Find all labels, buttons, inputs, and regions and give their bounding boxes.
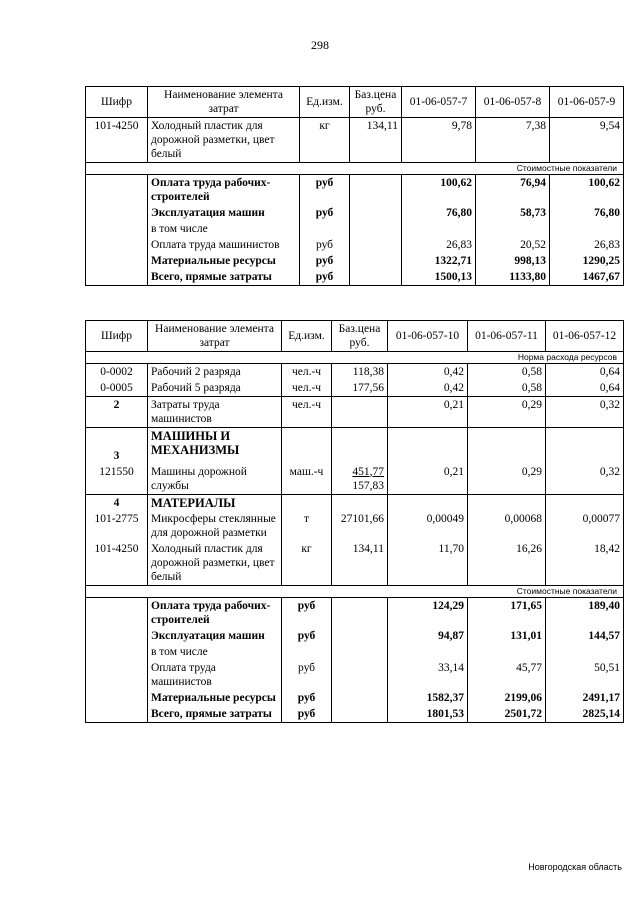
cost-row — [86, 660, 624, 690]
cost-row — [86, 237, 624, 253]
cost-value-2: 2199,06 — [468, 690, 546, 706]
row-value-3: 9,54 — [550, 118, 624, 163]
row-unit: т — [282, 511, 332, 541]
cost-value-1: 100,62 — [402, 175, 476, 206]
cost-value-3: 76,80 — [550, 205, 624, 221]
region-footer: Новгородская область — [528, 862, 622, 872]
table-row — [86, 364, 624, 381]
cost-unit: руб — [282, 706, 332, 723]
row-name: Холодный пластик для дорожной разметки, цвет белый — [148, 118, 300, 163]
cost-value-3: 189,40 — [546, 597, 624, 628]
cost-row — [86, 221, 624, 237]
row-value-1: 0,21 — [388, 464, 468, 495]
row-value-1: 0,00049 — [388, 511, 468, 541]
row-value-3: 18,42 — [546, 541, 624, 586]
cost-name: Материальные ресурсы — [148, 253, 300, 269]
cost-value-3: 2825,14 — [546, 706, 624, 723]
header-col-3: 01-06-057-12 — [546, 321, 624, 352]
cost-value-1: 124,29 — [388, 597, 468, 628]
section-row — [86, 428, 624, 464]
cost-value-3: 144,57 — [546, 628, 624, 644]
section-note — [86, 585, 624, 597]
resource-table-2 — [85, 320, 624, 723]
cost-name: Оплата труда машинистов — [148, 660, 282, 690]
row-price: 134,11 — [332, 541, 388, 586]
section-title: МАШИНЫ И МЕХАНИЗМЫ — [148, 428, 282, 464]
cost-value-2: 45,77 — [468, 660, 546, 690]
row-price: 177,56 — [332, 380, 388, 397]
row-unit: кг — [282, 541, 332, 586]
cost-row — [86, 597, 624, 628]
header-col-1: 01-06-057-7 — [402, 87, 476, 118]
row-name: Холодный пластик для дорожной разметки, цвет белый — [148, 541, 282, 586]
row-value-2: 0,00068 — [468, 511, 546, 541]
cost-row — [86, 205, 624, 221]
cost-unit: руб — [282, 660, 332, 690]
row-value-2: 7,38 — [476, 118, 550, 163]
row-code: 101-4250 — [86, 541, 148, 586]
price-sub: 157,83 — [352, 479, 384, 492]
note-cost-indicators: Стоимостные показатели — [86, 163, 624, 175]
cost-name: в том числе — [148, 644, 282, 660]
header-unit: Ед.изм. — [300, 87, 350, 118]
cost-value-1: 1582,37 — [388, 690, 468, 706]
cost-name: Всего, прямые затраты — [148, 269, 300, 286]
cost-value-3: 50,51 — [546, 660, 624, 690]
cost-name: в том числе — [148, 221, 300, 237]
section-value-2: 0,29 — [468, 397, 546, 428]
cost-name: Оплата труда машинистов — [148, 237, 300, 253]
header-price: Баз.цена руб. — [350, 87, 402, 118]
cost-name: Оплата труда рабочих-строителей — [148, 597, 282, 628]
row-value-1: 0,42 — [388, 380, 468, 397]
cost-row — [86, 253, 624, 269]
row-unit: чел.-ч — [282, 380, 332, 397]
row-unit: чел.-ч — [282, 364, 332, 381]
table-header — [86, 321, 624, 352]
header-code: Шифр — [86, 87, 148, 118]
table-header — [86, 87, 624, 118]
row-value-2: 0,29 — [468, 464, 546, 495]
row-code: 101-2775 — [86, 511, 148, 541]
section-note — [86, 352, 624, 364]
cost-unit: руб — [282, 597, 332, 628]
row-value-3: 0,64 — [546, 380, 624, 397]
table-row — [86, 511, 624, 541]
cost-value-3: 2491,17 — [546, 690, 624, 706]
cost-row — [86, 269, 624, 286]
cost-value-2: 2501,72 — [468, 706, 546, 723]
row-value-1: 0,42 — [388, 364, 468, 381]
cost-row — [86, 175, 624, 206]
cost-row — [86, 690, 624, 706]
resource-table-1 — [85, 86, 624, 286]
section-row — [86, 397, 624, 428]
cost-value-1: 26,83 — [402, 237, 476, 253]
header-name: Наименование элемента затрат — [148, 87, 300, 118]
cost-value-3: 100,62 — [550, 175, 624, 206]
header-unit: Ед.изм. — [282, 321, 332, 352]
price-main: 451,77 — [352, 465, 384, 478]
section-note — [86, 163, 624, 175]
cost-unit: руб — [282, 628, 332, 644]
table-row — [86, 541, 624, 586]
cost-value-3: 26,83 — [550, 237, 624, 253]
row-value-1: 9,78 — [402, 118, 476, 163]
section-title: МАТЕРИАЛЫ — [148, 494, 282, 511]
cost-unit: руб — [300, 175, 350, 206]
section-code: 2 — [86, 397, 148, 428]
row-value-1: 11,70 — [388, 541, 468, 586]
cost-value-1: 33,14 — [388, 660, 468, 690]
cost-value-2: 998,13 — [476, 253, 550, 269]
cost-name: Материальные ресурсы — [148, 690, 282, 706]
row-value-3: 0,64 — [546, 364, 624, 381]
cost-row — [86, 706, 624, 723]
cost-unit: руб — [300, 205, 350, 221]
section-name: Затраты труда машинистов — [148, 397, 282, 428]
section-value-1: 0,21 — [388, 397, 468, 428]
section-code: 3 — [86, 428, 148, 464]
cost-name: Оплата труда рабочих-строителей — [148, 175, 300, 206]
cost-value-2: 171,65 — [468, 597, 546, 628]
table-row — [86, 380, 624, 397]
cost-name: Эксплуатация машин — [148, 628, 282, 644]
cost-unit: руб — [300, 269, 350, 286]
row-price: 27101,66 — [332, 511, 388, 541]
cost-value-3: 1467,67 — [550, 269, 624, 286]
header-name: Наименование элемента затрат — [148, 321, 282, 352]
note-resource-norms: Норма расхода ресурсов — [86, 352, 624, 364]
section-row — [86, 494, 624, 511]
row-value-3: 0,00077 — [546, 511, 624, 541]
row-name: Микросферы стеклянные для дорожной разметки — [148, 511, 282, 541]
cost-value-2: 1133,80 — [476, 269, 550, 286]
header-col-3: 01-06-057-9 — [550, 87, 624, 118]
cost-value-2: 20,52 — [476, 237, 550, 253]
row-price: 118,38 — [332, 364, 388, 381]
row-value-3: 0,32 — [546, 464, 624, 495]
row-code: 0-0005 — [86, 380, 148, 397]
cost-row — [86, 628, 624, 644]
row-value-2: 0,58 — [468, 380, 546, 397]
header-col-2: 01-06-057-8 — [476, 87, 550, 118]
row-name: Машины дорожной службы — [148, 464, 282, 495]
header-price: Баз.цена руб. — [332, 321, 388, 352]
section-value-3: 0,32 — [546, 397, 624, 428]
cost-value-1: 1500,13 — [402, 269, 476, 286]
row-value-2: 0,58 — [468, 364, 546, 381]
cost-value-2: 58,73 — [476, 205, 550, 221]
row-price — [332, 464, 388, 495]
cost-unit: руб — [300, 253, 350, 269]
note-cost-indicators: Стоимостные показатели — [86, 585, 624, 597]
row-name: Рабочий 2 разряда — [148, 364, 282, 381]
cost-unit: руб — [282, 690, 332, 706]
page-number: 298 — [311, 38, 329, 52]
row-code: 121550 — [86, 464, 148, 495]
section-code: 4 — [86, 494, 148, 511]
row-unit: кг — [300, 118, 350, 163]
table-row — [86, 464, 624, 495]
row-code: 0-0002 — [86, 364, 148, 381]
row-price: 134,11 — [350, 118, 402, 163]
cost-value-1: 1801,53 — [388, 706, 468, 723]
row-name: Рабочий 5 разряда — [148, 380, 282, 397]
table-row — [86, 118, 624, 163]
cost-value-3: 1290,25 — [550, 253, 624, 269]
section-unit: чел.-ч — [282, 397, 332, 428]
row-unit: маш.-ч — [282, 464, 332, 495]
cost-value-2: 76,94 — [476, 175, 550, 206]
cost-unit: руб — [300, 237, 350, 253]
row-code: 101-4250 — [86, 118, 148, 163]
header-col-2: 01-06-057-11 — [468, 321, 546, 352]
cost-value-1: 94,87 — [388, 628, 468, 644]
row-value-2: 16,26 — [468, 541, 546, 586]
cost-name: Всего, прямые затраты — [148, 706, 282, 723]
cost-row — [86, 644, 624, 660]
cost-value-2: 131,01 — [468, 628, 546, 644]
cost-value-1: 76,80 — [402, 205, 476, 221]
cost-value-1: 1322,71 — [402, 253, 476, 269]
header-code: Шифр — [86, 321, 148, 352]
cost-name: Эксплуатация машин — [148, 205, 300, 221]
header-col-1: 01-06-057-10 — [388, 321, 468, 352]
